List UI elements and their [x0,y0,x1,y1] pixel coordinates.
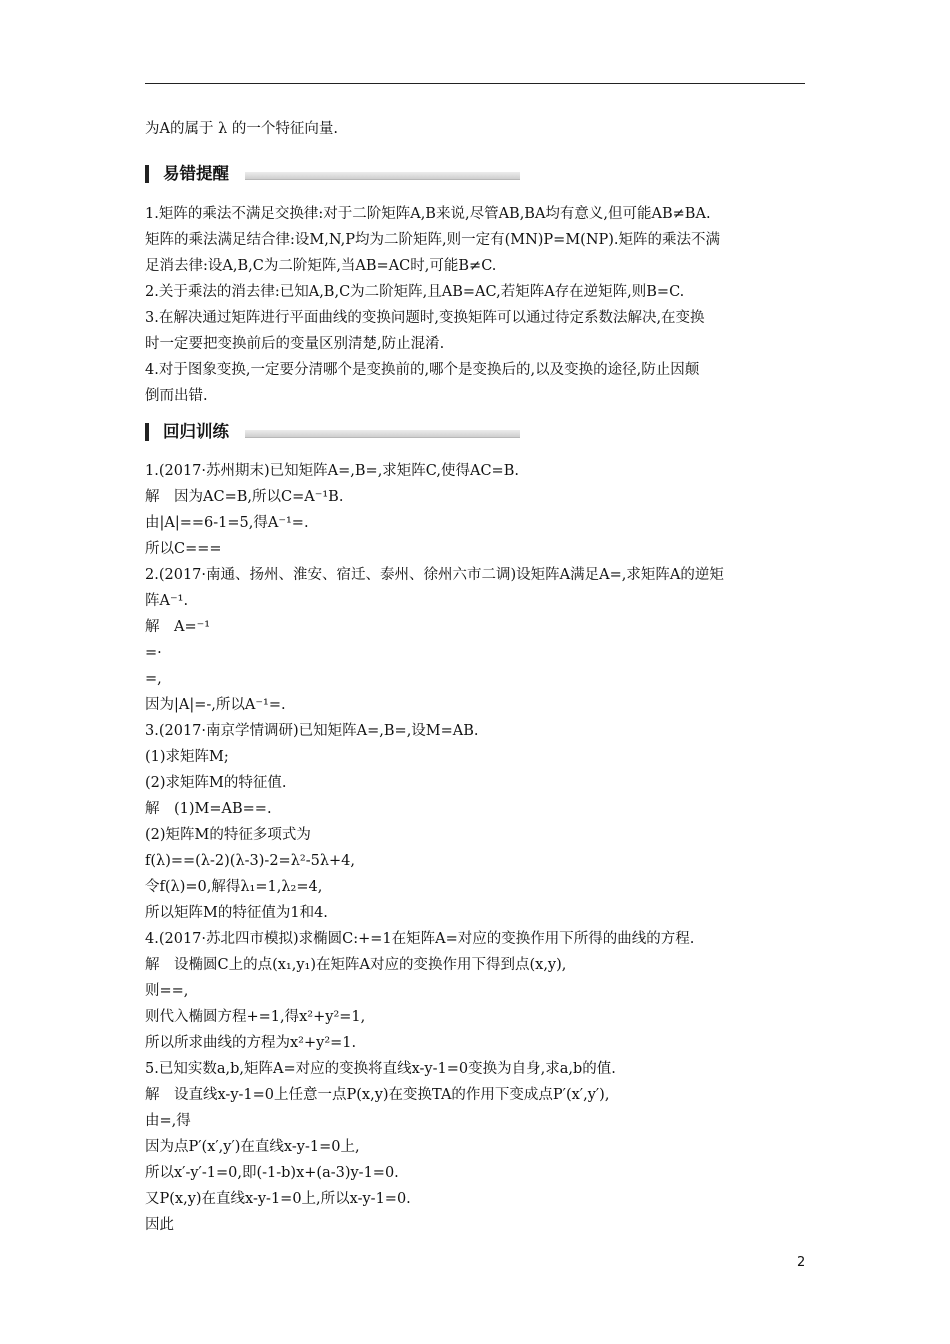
review-line: =· [145,645,162,661]
error-line: 倒而出错. [145,388,208,404]
review-line: 解 设直线x-y-1=0上任意一点P(x,y)在变换TA的作用下变成点P′(x′,y′), [145,1087,610,1103]
review-line: 因为|A|=-,所以A⁻¹=. [145,697,286,713]
review-line: 所以所求曲线的方程为x²+y²=1. [145,1035,357,1051]
error-section-heading [145,161,525,187]
review-line: f(λ)==(λ-2)(λ-3)-2=λ²-5λ+4, [145,853,356,869]
review-line: 5.已知实数a,b,矩阵A=对应的变换将直线x-y-1=0变换为自身,求a,b的值. [145,1061,616,1077]
review-line: 解 (1)M=AB==. [145,801,272,817]
review-line: 解 A=⁻¹ [145,619,211,635]
review-line: (1)求矩阵M; [145,749,229,765]
review-line: 则==, [145,983,189,999]
error-line: 2.关于乘法的消去律:已知A,B,C为二阶矩阵,且AB=AC,若矩阵A存在逆矩阵,则B=C. [145,284,685,300]
review-section-body [145,458,810,1238]
heading-marker [145,165,149,183]
error-line: 4.对于图象变换,一定要分清哪个是变换前的,哪个是变换后的,以及变换的途径,防止因颠 [145,362,700,378]
review-line: 1.(2017·苏州期末)已知矩阵A=,B=,求矩阵C,使得AC=B. [145,463,519,479]
review-line: 解 因为AC=B,所以C=A⁻¹B. [145,489,344,505]
error-section-body [145,201,810,409]
review-line: =, [145,671,162,687]
error-section-title: 易错提醒 [163,164,229,183]
header-rule [145,83,805,84]
review-line: 所以x′-y′-1=0,即(-1-b)x+(a-3)y-1=0. [145,1165,399,1181]
review-line: 3.(2017·南京学情调研)已知矩阵A=,B=,设M=AB. [145,723,479,739]
review-line: 阵A⁻¹. [145,593,189,609]
review-line: (2)求矩阵M的特征值. [145,775,287,791]
review-line: 由|A|==6-1=5,得A⁻¹=. [145,515,309,531]
page-number: 2 [797,1255,806,1270]
review-line: 令f(λ)=0,解得λ₁=1,λ₂=4, [145,879,323,895]
review-line: 由=,得 [145,1113,191,1129]
heading-marker [145,423,149,441]
review-section-title: 回归训练 [163,422,229,441]
heading-bar [245,172,520,180]
review-line: 又P(x,y)在直线x-y-1=0上,所以x-y-1=0. [145,1191,411,1207]
error-line: 1.矩阵的乘法不满足交换律:对于二阶矩阵A,B来说,尽管AB,BA均有意义,但可能AB≠BA. [145,206,711,222]
review-line: 所以矩阵M的特征值为1和4. [145,905,328,921]
review-line: 4.(2017·苏北四市模拟)求椭圆C:+=1在矩阵A=对应的变换作用下所得的曲线的方程. [145,931,695,947]
review-line: 解 设椭圆C上的点(x₁,y₁)在矩阵A对应的变换作用下得到点(x,y), [145,957,567,973]
review-line: 因为点P′(x′,y′)在直线x-y-1=0上, [145,1139,360,1155]
intro-block [145,116,810,142]
heading-bar [245,430,520,438]
intro-line: 为A的属于 λ 的一个特征向量. [145,121,338,137]
error-line: 矩阵的乘法满足结合律:设M,N,P均为二阶矩阵,则一定有(MN)P=M(NP).矩阵的乘法不满 [145,232,721,248]
review-line: 所以C=== [145,541,222,557]
review-line: 因此 [145,1217,174,1233]
review-line: (2)矩阵M的特征多项式为 [145,827,311,843]
review-line: 则代入椭圆方程+=1,得x²+y²=1, [145,1009,366,1025]
error-line: 时一定要把变换前后的变量区别清楚,防止混淆. [145,336,445,352]
error-line: 足消去律:设A,B,C为二阶矩阵,当AB=AC时,可能B≠C. [145,258,497,274]
review-section-heading [145,419,525,445]
review-line: 2.(2017·南通、扬州、淮安、宿迁、泰州、徐州六市二调)设矩阵A满足A=,求矩阵A的逆矩 [145,567,724,583]
error-line: 3.在解决通过矩阵进行平面曲线的变换问题时,变换矩阵可以通过待定系数法解决,在变换 [145,310,705,326]
